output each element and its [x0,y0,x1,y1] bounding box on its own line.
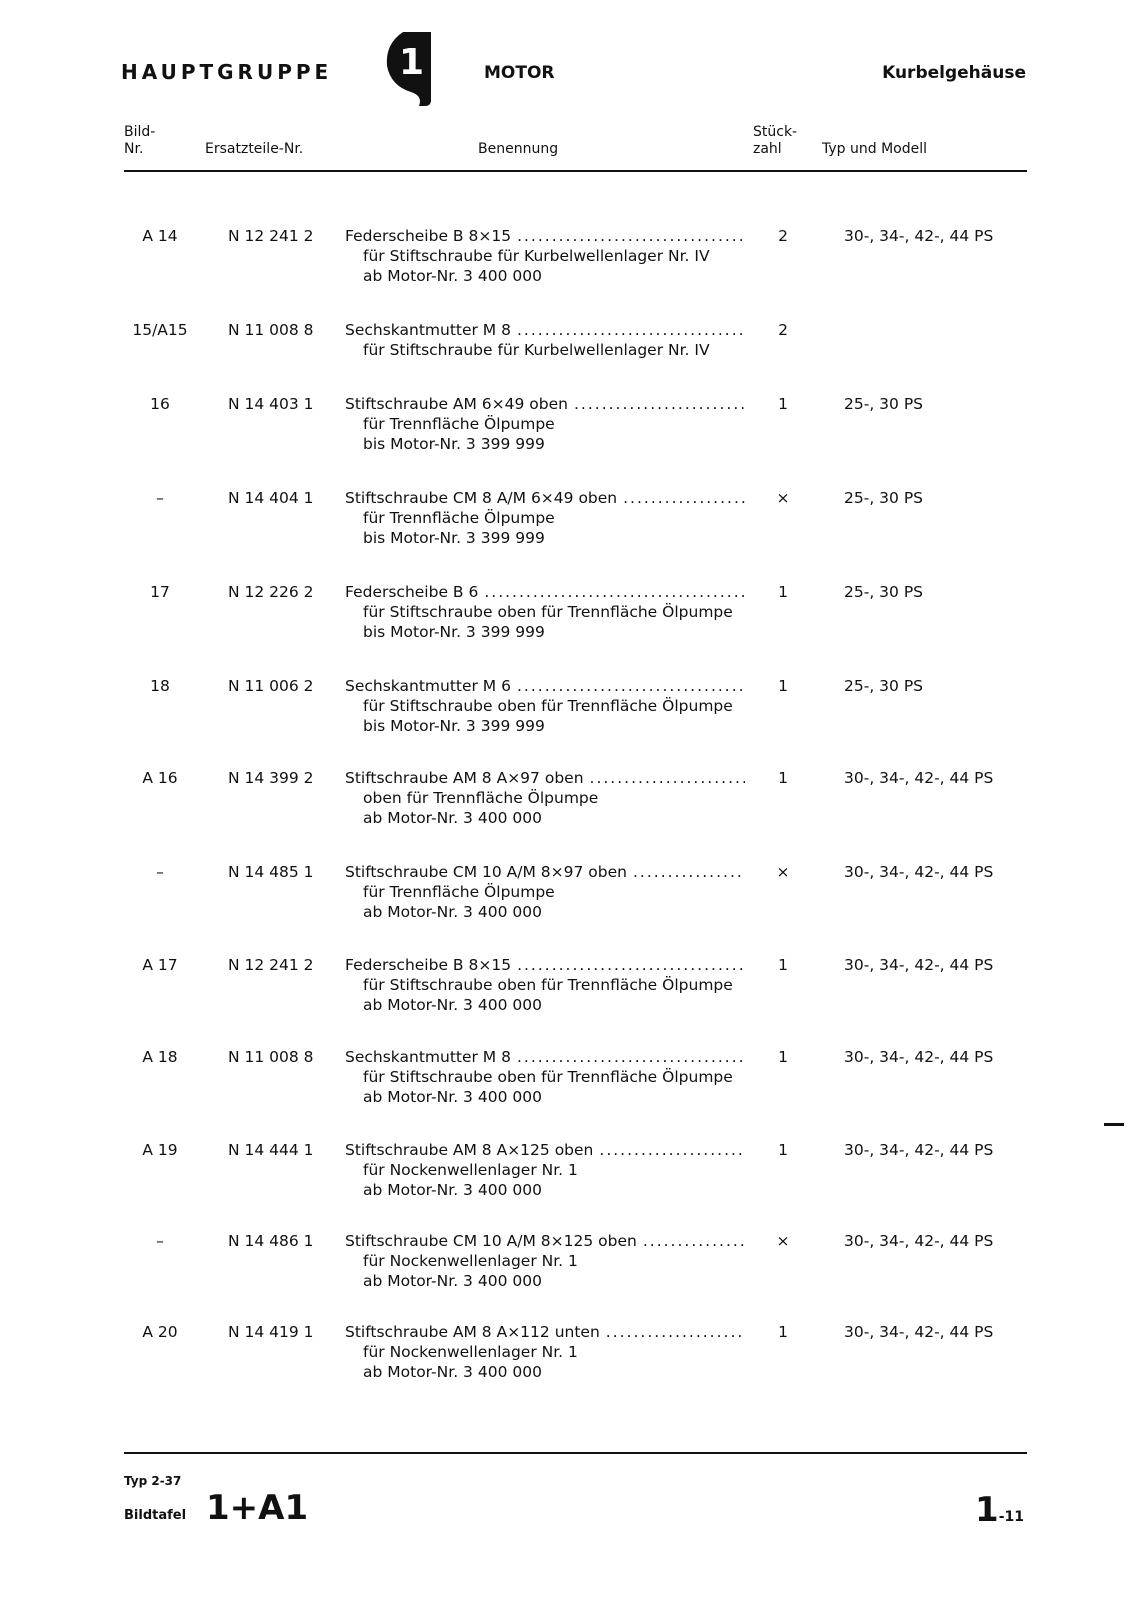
cell-bild-nr: – [156,1232,164,1250]
cell-typ-modell: 30-, 34-, 42-, 44 PS [844,769,994,787]
leader-dots [600,1322,745,1342]
col-stueckzahl [753,124,797,158]
section-title: Kurbelgehäuse [882,63,1026,83]
benennung-text: Sechskantmutter M 8 [345,1048,511,1066]
benennung-detail: für Nockenwellenlager Nr. 1 [363,1161,578,1179]
footer-typ: Typ 2-37 [124,1474,182,1488]
benennung-detail: für Stiftschraube oben für Trennfläche Ölpumpe [363,697,733,715]
col-bild-nr [124,124,155,158]
cell-stueckzahl: 1 [778,395,788,413]
cell-ersatzteile-nr: N 14 486 1 [228,1232,314,1250]
cell-stueckzahl: 1 [778,583,788,601]
header-rule [124,170,1027,172]
benennung-text: Federscheibe B 8×15 [345,227,512,245]
benennung-main [345,582,745,602]
benennung-main [345,955,745,975]
col-ersatzteile-nr: Ersatzteile-Nr. [205,141,304,157]
benennung-text: Stiftschraube CM 10 A/M 8×97 oben [345,863,627,881]
benennung-detail: ab Motor-Nr. 3 400 000 [363,1363,542,1381]
benennung-text: Stiftschraube CM 8 A/M 6×49 oben [345,489,618,507]
page-number-sub: -11 [998,1509,1024,1525]
cell-ersatzteile-nr: N 11 006 2 [228,677,314,695]
col-benennung: Benennung [478,141,559,157]
cell-ersatzteile-nr: N 14 485 1 [228,863,314,881]
cell-stueckzahl: 1 [778,1323,788,1341]
cell-typ-modell: 30-, 34-, 42-, 44 PS [844,1232,994,1250]
benennung-detail: ab Motor-Nr. 3 400 000 [363,996,542,1014]
cell-bild-nr: – [156,863,164,881]
benennung-text: Stiftschraube AM 8 A×97 oben [345,769,584,787]
benennung-main [345,862,745,882]
cell-ersatzteile-nr: N 14 404 1 [228,489,314,507]
margin-mark [1104,1123,1124,1126]
cell-benennung [345,582,745,642]
cell-ersatzteile-nr: N 11 008 8 [228,321,314,339]
benennung-detail: für Trennfläche Ölpumpe [363,883,555,901]
leader-dots [478,582,745,602]
benennung-main [345,1322,745,1342]
group-name: MOTOR [484,63,555,83]
leader-dots [511,1047,745,1067]
cell-typ-modell: 30-, 34-, 42-, 44 PS [844,956,994,974]
cell-typ-modell: 25-, 30 PS [844,583,924,601]
leader-dots [568,394,745,414]
col-bild-nr-line1: Bild- [124,124,156,140]
cell-stueckzahl: 1 [778,677,788,695]
col-bild-nr-line2: Nr. [124,141,144,157]
cell-bild-nr: 16 [150,395,170,413]
cell-benennung [345,1047,745,1107]
group-number: 1 [399,42,425,83]
cell-benennung [345,1140,745,1200]
footer-rule [124,1452,1027,1454]
col-typ-modell: Typ und Modell [822,141,927,157]
benennung-detail: oben für Trennfläche Ölpumpe [363,789,599,807]
col-stueckzahl-line2: zahl [753,141,782,157]
leader-dots [627,862,745,882]
benennung-main [345,488,745,508]
benennung-detail: bis Motor-Nr. 3 399 999 [363,623,545,641]
leader-dots [511,226,745,246]
cell-benennung [345,1322,745,1382]
benennung-main [345,768,745,788]
page-number-main: 1 [975,1490,999,1530]
benennung-detail: ab Motor-Nr. 3 400 000 [363,1088,542,1106]
group-number-badge [385,30,437,106]
benennung-detail: für Stiftschraube oben für Trennfläche Ölpumpe [363,1068,733,1086]
benennung-detail: bis Motor-Nr. 3 399 999 [363,717,545,735]
cell-bild-nr: 17 [150,583,170,601]
cell-stueckzahl: 1 [778,956,788,974]
cell-stueckzahl: 2 [778,321,788,339]
col-stueckzahl-line1: Stück- [753,124,798,140]
cell-benennung [345,955,745,1015]
benennung-main [345,1140,745,1160]
cell-ersatzteile-nr: N 14 403 1 [228,395,314,413]
cell-bild-nr: A 18 [142,1048,178,1066]
benennung-detail: ab Motor-Nr. 3 400 000 [363,903,542,921]
cell-benennung [345,394,745,454]
cell-ersatzteile-nr: N 14 444 1 [228,1141,314,1159]
benennung-detail: für Trennfläche Ölpumpe [363,509,555,527]
benennung-text: Stiftschraube CM 10 A/M 8×125 oben [345,1232,637,1250]
benennung-text: Federscheibe B 6 [345,583,479,601]
benennung-detail: ab Motor-Nr. 3 400 000 [363,267,542,285]
cell-typ-modell: 30-, 34-, 42-, 44 PS [844,1141,994,1159]
leader-dots [593,1140,745,1160]
benennung-detail: für Stiftschraube oben für Trennfläche Ölpumpe [363,976,733,994]
benennung-detail: für Nockenwellenlager Nr. 1 [363,1252,578,1270]
cell-bild-nr: 15/A15 [132,321,188,339]
cell-ersatzteile-nr: N 12 226 2 [228,583,314,601]
cell-stueckzahl: 2 [778,227,788,245]
benennung-main [345,676,745,696]
cell-benennung [345,862,745,922]
benennung-text: Stiftschraube AM 8 A×125 oben [345,1141,594,1159]
cell-bild-nr: A 20 [142,1323,178,1341]
cell-ersatzteile-nr: N 14 419 1 [228,1323,314,1341]
benennung-text: Sechskantmutter M 6 [345,677,511,695]
leader-dots [511,320,745,340]
benennung-detail: ab Motor-Nr. 3 400 000 [363,809,542,827]
leader-dots [637,1231,745,1251]
benennung-detail: ab Motor-Nr. 3 400 000 [363,1272,542,1290]
cell-stueckzahl: × [776,863,790,881]
cell-stueckzahl: 1 [778,769,788,787]
cell-stueckzahl: 1 [778,1141,788,1159]
cell-stueckzahl: 1 [778,1048,788,1066]
cell-bild-nr: A 16 [142,769,178,787]
cell-typ-modell: 25-, 30 PS [844,489,924,507]
benennung-text: Stiftschraube AM 6×49 oben [345,395,568,413]
benennung-text: Federscheibe B 8×15 [345,956,512,974]
cell-stueckzahl: × [776,489,790,507]
benennung-detail: für Stiftschraube für Kurbelwellenlager Nr. IV [363,341,710,359]
footer-bildtafel-label: Bildtafel [124,1508,187,1523]
benennung-detail: für Trennfläche Ölpumpe [363,415,555,433]
benennung-main [345,394,745,414]
cell-ersatzteile-nr: N 12 241 2 [228,227,314,245]
cell-benennung [345,676,745,736]
benennung-text: Sechskantmutter M 8 [345,321,511,339]
cell-benennung [345,768,745,828]
benennung-main [345,1231,745,1251]
cell-typ-modell: 30-, 34-, 42-, 44 PS [844,1048,994,1066]
cell-benennung [345,1231,745,1291]
benennung-detail: bis Motor-Nr. 3 399 999 [363,529,545,547]
cell-stueckzahl: × [776,1232,790,1250]
leader-dots [617,488,745,508]
benennung-main [345,226,745,246]
cell-bild-nr: – [156,489,164,507]
cell-benennung [345,488,745,548]
cell-typ-modell: 30-, 34-, 42-, 44 PS [844,863,994,881]
leader-dots [511,676,745,696]
benennung-detail: bis Motor-Nr. 3 399 999 [363,435,545,453]
cell-typ-modell: 25-, 30 PS [844,395,924,413]
cell-typ-modell: 25-, 30 PS [844,677,924,695]
group-label: HAUPTGRUPPE [121,60,333,84]
page-number [975,1490,1024,1530]
benennung-detail: für Stiftschraube für Kurbelwellenlager Nr. IV [363,247,710,265]
cell-ersatzteile-nr: N 14 399 2 [228,769,314,787]
cell-typ-modell: 30-, 34-, 42-, 44 PS [844,1323,994,1341]
cell-bild-nr: A 14 [142,227,178,245]
cell-ersatzteile-nr: N 12 241 2 [228,956,314,974]
benennung-main [345,1047,745,1067]
benennung-detail: ab Motor-Nr. 3 400 000 [363,1181,542,1199]
leader-dots [584,768,745,788]
leader-dots [511,955,745,975]
benennung-detail: für Nockenwellenlager Nr. 1 [363,1343,578,1361]
cell-bild-nr: A 17 [142,956,178,974]
footer-bildtafel-value: 1+A1 [206,1488,309,1528]
cell-bild-nr: A 19 [142,1141,178,1159]
cell-typ-modell: 30-, 34-, 42-, 44 PS [844,227,994,245]
cell-benennung [345,226,745,286]
cell-ersatzteile-nr: N 11 008 8 [228,1048,314,1066]
cell-benennung [345,320,745,360]
benennung-detail: für Stiftschraube oben für Trennfläche Ölpumpe [363,603,733,621]
benennung-main [345,320,745,340]
benennung-text: Stiftschraube AM 8 A×112 unten [345,1323,600,1341]
cell-bild-nr: 18 [150,677,170,695]
